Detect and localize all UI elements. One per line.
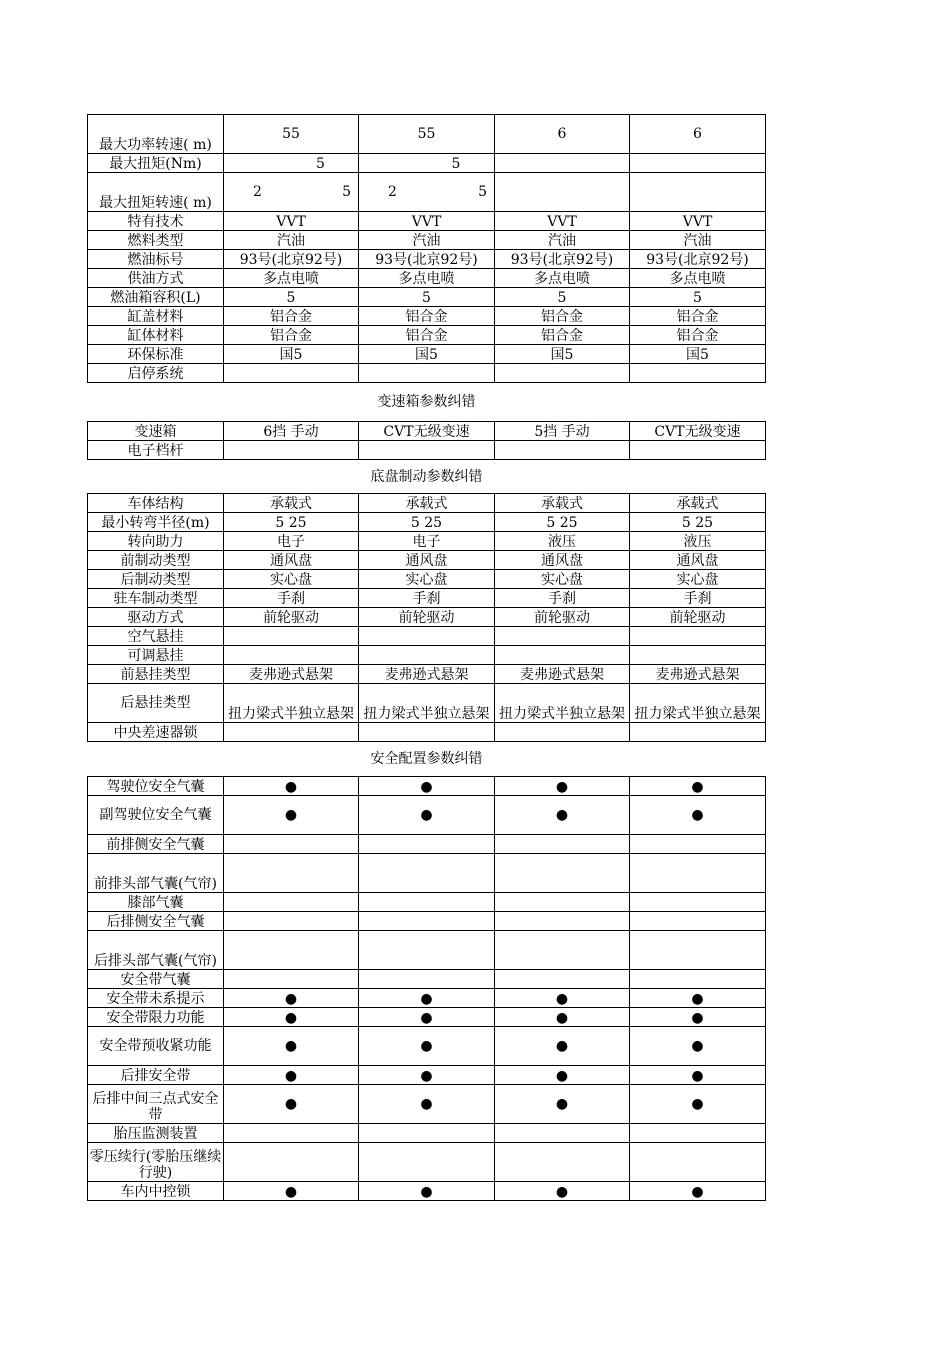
- table-cell: [359, 893, 495, 912]
- table-cell: [630, 627, 766, 646]
- table-cell: [359, 912, 495, 931]
- table-cell: 汽油: [359, 231, 495, 250]
- table-cell: 6: [495, 115, 630, 154]
- row-label: 驾驶位安全气囊: [88, 777, 224, 796]
- row-label: 缸体材料: [88, 326, 224, 345]
- table-row: [88, 250, 766, 269]
- row-label: 安全带气囊: [88, 970, 224, 989]
- feature-dot-icon: ●: [224, 777, 359, 796]
- table-cell: 承载式: [224, 494, 359, 513]
- table-row: [88, 364, 766, 383]
- table-row: [88, 212, 766, 231]
- table-cell: 5 25: [495, 513, 630, 532]
- table-cell: [359, 441, 495, 460]
- table-cell: 麦弗逊式悬架: [359, 665, 495, 684]
- feature-dot-icon: ●: [224, 1066, 359, 1085]
- table-cell: [224, 854, 359, 893]
- split-value: [360, 184, 493, 200]
- table-cell: [495, 627, 630, 646]
- table-row: [88, 723, 766, 742]
- table-cell: 铝合金: [495, 326, 630, 345]
- table-row: [88, 627, 766, 646]
- table-cell: CVT无级变速: [630, 422, 766, 441]
- table-cell: [224, 1143, 359, 1182]
- row-label: 中央差速器锁: [88, 723, 224, 742]
- table-cell: 汽油: [495, 231, 630, 250]
- table-cell: [224, 931, 359, 970]
- table-cell: [495, 154, 630, 173]
- table-cell: 实心盘: [224, 570, 359, 589]
- table-cell: 5挡 手动: [495, 422, 630, 441]
- table-cell: [495, 364, 630, 383]
- table-cell: [224, 627, 359, 646]
- table-cell: [359, 1124, 495, 1143]
- row-label: 前排侧安全气囊: [88, 835, 224, 854]
- table-row: [88, 912, 766, 931]
- table-row: [88, 777, 766, 796]
- table-cell: VVT: [630, 212, 766, 231]
- section-title: 安全配置参数纠错: [88, 742, 766, 777]
- row-label: 供油方式: [88, 269, 224, 288]
- table-cell: 汽油: [630, 231, 766, 250]
- table-cell: [495, 441, 630, 460]
- table-cell: 多点电喷: [224, 269, 359, 288]
- table-cell: 5 25: [359, 513, 495, 532]
- table-row: [88, 173, 766, 212]
- table-cell: [359, 1143, 495, 1182]
- table-row: [88, 1085, 766, 1124]
- row-label: 前悬挂类型: [88, 665, 224, 684]
- table-row: [88, 422, 766, 441]
- table-cell: 前轮驱动: [224, 608, 359, 627]
- table-row: [88, 854, 766, 893]
- table-cell: 国5: [495, 345, 630, 364]
- table-row: [88, 570, 766, 589]
- table-row: [88, 835, 766, 854]
- table-cell: 实心盘: [495, 570, 630, 589]
- table-cell: 液压: [630, 532, 766, 551]
- table-cell: 5: [495, 288, 630, 307]
- table-cell: 汽油: [224, 231, 359, 250]
- table-row: [88, 646, 766, 665]
- table-cell: [630, 835, 766, 854]
- table-cell: [359, 364, 495, 383]
- table-cell: 6挡 手动: [224, 422, 359, 441]
- row-label: 燃料类型: [88, 231, 224, 250]
- table-row: [88, 1182, 766, 1201]
- feature-dot-icon: ●: [495, 777, 630, 796]
- table-cell: [495, 893, 630, 912]
- table-cell: [359, 835, 495, 854]
- row-label: 最小转弯半径(m): [88, 513, 224, 532]
- row-label: 空气悬挂: [88, 627, 224, 646]
- table-cell: 55: [224, 115, 359, 154]
- table-row: [88, 288, 766, 307]
- feature-dot-icon: ●: [224, 1182, 359, 1201]
- feature-dot-icon: ●: [359, 1027, 495, 1066]
- table-cell: [630, 893, 766, 912]
- row-label: 安全带未系提示: [88, 989, 224, 1008]
- section-header-row: [88, 383, 766, 422]
- row-label: 转向助力: [88, 532, 224, 551]
- feature-dot-icon: ●: [630, 1085, 766, 1124]
- row-label: 电子档杆: [88, 441, 224, 460]
- table-cell: [224, 912, 359, 931]
- feature-dot-icon: ●: [359, 1066, 495, 1085]
- feature-dot-icon: ●: [224, 1008, 359, 1027]
- row-label: 燃油标号: [88, 250, 224, 269]
- row-label: 环保标准: [88, 345, 224, 364]
- row-label: 安全带预收紧功能: [88, 1027, 224, 1066]
- table-row: [88, 931, 766, 970]
- table-cell: [495, 1143, 630, 1182]
- feature-dot-icon: ●: [224, 796, 359, 835]
- feature-dot-icon: ●: [630, 1027, 766, 1066]
- table-cell: [630, 1143, 766, 1182]
- table-row: [88, 494, 766, 513]
- table-cell: [630, 154, 766, 173]
- feature-dot-icon: ●: [630, 796, 766, 835]
- row-label: 变速箱: [88, 422, 224, 441]
- table-row: [88, 1066, 766, 1085]
- cell-value-part: 5: [478, 184, 487, 200]
- table-cell: 扭力梁式半独立悬架: [359, 684, 495, 723]
- table-cell: 通风盘: [630, 551, 766, 570]
- feature-dot-icon: ●: [495, 1085, 630, 1124]
- table-cell: 5: [630, 288, 766, 307]
- table-cell: 扭力梁式半独立悬架: [495, 684, 630, 723]
- table-cell: VVT: [495, 212, 630, 231]
- row-label: 膝部气囊: [88, 893, 224, 912]
- table-cell: [630, 854, 766, 893]
- split-value: [225, 184, 357, 200]
- table-cell: 铝合金: [359, 307, 495, 326]
- feature-dot-icon: ●: [359, 796, 495, 835]
- table-cell: 国5: [630, 345, 766, 364]
- table-row: [88, 684, 766, 723]
- row-label: 后排侧安全气囊: [88, 912, 224, 931]
- table-cell: 93号(北京92号): [630, 250, 766, 269]
- feature-dot-icon: ●: [359, 989, 495, 1008]
- table-cell: VVT: [224, 212, 359, 231]
- table-cell: VVT: [359, 212, 495, 231]
- feature-dot-icon: ●: [630, 1182, 766, 1201]
- table-cell: 5: [224, 154, 359, 173]
- row-label: 前制动类型: [88, 551, 224, 570]
- table-cell: [495, 1124, 630, 1143]
- table-cell: [630, 646, 766, 665]
- table-cell: 多点电喷: [630, 269, 766, 288]
- table-cell: [224, 646, 359, 665]
- table-cell: [224, 364, 359, 383]
- row-label: 后制动类型: [88, 570, 224, 589]
- table-cell: 电子: [359, 532, 495, 551]
- table-cell: 国5: [359, 345, 495, 364]
- table-row: [88, 893, 766, 912]
- table-row: [88, 307, 766, 326]
- feature-dot-icon: ●: [359, 777, 495, 796]
- table-cell: [495, 723, 630, 742]
- table-row: [88, 796, 766, 835]
- table-row: [88, 989, 766, 1008]
- table-cell: [630, 931, 766, 970]
- table-cell: 93号(北京92号): [359, 250, 495, 269]
- table-cell: [224, 441, 359, 460]
- table-cell: [224, 835, 359, 854]
- table-cell: 手刹: [224, 589, 359, 608]
- table-cell: 多点电喷: [359, 269, 495, 288]
- table-cell: 通风盘: [359, 551, 495, 570]
- table-row: [88, 665, 766, 684]
- table-cell: [495, 835, 630, 854]
- row-label: 前排头部气囊(气帘): [88, 854, 224, 893]
- table-cell: 前轮驱动: [630, 608, 766, 627]
- cell-value-part: 5: [342, 184, 351, 200]
- feature-dot-icon: ●: [630, 1008, 766, 1027]
- table-cell: [495, 173, 630, 212]
- table-cell: [224, 970, 359, 989]
- table-cell: [495, 931, 630, 970]
- table-cell: 6: [630, 115, 766, 154]
- feature-dot-icon: ●: [224, 989, 359, 1008]
- table-cell: [630, 723, 766, 742]
- row-label: 零压续行(零胎压继续行驶): [88, 1143, 224, 1182]
- row-label: 启停系统: [88, 364, 224, 383]
- table-row: [88, 441, 766, 460]
- spec-table-body: [88, 115, 766, 1201]
- row-label: 后排中间三点式安全带: [88, 1085, 224, 1124]
- table-cell: 前轮驱动: [359, 608, 495, 627]
- table-cell: 通风盘: [224, 551, 359, 570]
- table-cell: 电子: [224, 532, 359, 551]
- row-label: 副驾驶位安全气囊: [88, 796, 224, 835]
- feature-dot-icon: ●: [495, 1008, 630, 1027]
- feature-dot-icon: ●: [630, 989, 766, 1008]
- table-cell: 通风盘: [495, 551, 630, 570]
- table-row: [88, 589, 766, 608]
- table-cell: [224, 893, 359, 912]
- table-cell: [495, 646, 630, 665]
- table-cell: 液压: [495, 532, 630, 551]
- table-cell: 承载式: [495, 494, 630, 513]
- table-cell: 手刹: [359, 589, 495, 608]
- table-cell: 5 25: [630, 513, 766, 532]
- row-label: 后悬挂类型: [88, 684, 224, 723]
- table-cell: 铝合金: [224, 307, 359, 326]
- feature-dot-icon: ●: [495, 1066, 630, 1085]
- table-row: [88, 532, 766, 551]
- table-cell: [224, 173, 359, 212]
- feature-dot-icon: ●: [359, 1085, 495, 1124]
- row-label: 可调悬挂: [88, 646, 224, 665]
- table-cell: [630, 364, 766, 383]
- cell-value-part: 2: [253, 184, 262, 200]
- feature-dot-icon: ●: [359, 1182, 495, 1201]
- table-cell: 铝合金: [359, 326, 495, 345]
- table-cell: [630, 970, 766, 989]
- feature-dot-icon: ●: [224, 1085, 359, 1124]
- feature-dot-icon: ●: [224, 1027, 359, 1066]
- table-cell: 手刹: [495, 589, 630, 608]
- table-cell: [630, 1124, 766, 1143]
- table-row: [88, 326, 766, 345]
- table-row: [88, 1008, 766, 1027]
- table-cell: [630, 441, 766, 460]
- table-cell: [359, 646, 495, 665]
- table-cell: 麦弗逊式悬架: [224, 665, 359, 684]
- row-label: 最大扭矩转速( m): [88, 173, 224, 212]
- row-label: 车体结构: [88, 494, 224, 513]
- table-cell: 铝合金: [224, 326, 359, 345]
- table-cell: [630, 912, 766, 931]
- feature-dot-icon: ●: [630, 777, 766, 796]
- section-header-row: [88, 742, 766, 777]
- section-header-row: [88, 460, 766, 494]
- table-cell: 多点电喷: [495, 269, 630, 288]
- row-label: 车内中控锁: [88, 1182, 224, 1201]
- row-label: 缸盖材料: [88, 307, 224, 326]
- table-cell: 55: [359, 115, 495, 154]
- table-cell: [359, 173, 495, 212]
- row-label: 驻车制动类型: [88, 589, 224, 608]
- row-label: 燃油箱容积(L): [88, 288, 224, 307]
- table-row: [88, 970, 766, 989]
- table-row: [88, 115, 766, 154]
- table-cell: 93号(北京92号): [495, 250, 630, 269]
- row-label: 最大扭矩(Nm): [88, 154, 224, 173]
- table-cell: [359, 627, 495, 646]
- row-label: 后排安全带: [88, 1066, 224, 1085]
- table-row: [88, 345, 766, 364]
- cell-value-part: 2: [388, 184, 397, 200]
- table-row: [88, 513, 766, 532]
- table-cell: 5: [224, 288, 359, 307]
- table-cell: 5: [359, 154, 495, 173]
- section-title: 底盘制动参数纠错: [88, 460, 766, 494]
- table-cell: 前轮驱动: [495, 608, 630, 627]
- table-row: [88, 154, 766, 173]
- table-row: [88, 269, 766, 288]
- row-label: 安全带限力功能: [88, 1008, 224, 1027]
- table-cell: [359, 854, 495, 893]
- table-cell: [359, 931, 495, 970]
- table-cell: 承载式: [630, 494, 766, 513]
- table-cell: [224, 1124, 359, 1143]
- table-cell: 实心盘: [630, 570, 766, 589]
- table-cell: [495, 912, 630, 931]
- table-cell: [630, 173, 766, 212]
- table-cell: 麦弗逊式悬架: [630, 665, 766, 684]
- table-cell: 铝合金: [630, 326, 766, 345]
- feature-dot-icon: ●: [495, 1182, 630, 1201]
- row-label: 特有技术: [88, 212, 224, 231]
- table-cell: [359, 970, 495, 989]
- table-cell: 5: [359, 288, 495, 307]
- table-row: [88, 551, 766, 570]
- table-cell: 5 25: [224, 513, 359, 532]
- table-row: [88, 1124, 766, 1143]
- table-row: [88, 608, 766, 627]
- table-cell: 铝合金: [630, 307, 766, 326]
- table-cell: 手刹: [630, 589, 766, 608]
- table-cell: 扭力梁式半独立悬架: [224, 684, 359, 723]
- table-cell: 扭力梁式半独立悬架: [630, 684, 766, 723]
- feature-dot-icon: ●: [359, 1008, 495, 1027]
- table-cell: 铝合金: [495, 307, 630, 326]
- table-cell: [359, 723, 495, 742]
- feature-dot-icon: ●: [495, 989, 630, 1008]
- table-row: [88, 231, 766, 250]
- table-row: [88, 1143, 766, 1182]
- feature-dot-icon: ●: [495, 1027, 630, 1066]
- table-cell: [495, 970, 630, 989]
- table-row: [88, 1027, 766, 1066]
- table-cell: [495, 854, 630, 893]
- table-cell: [224, 723, 359, 742]
- row-label: 最大功率转速( m): [88, 115, 224, 154]
- feature-dot-icon: ●: [495, 796, 630, 835]
- section-title: 变速箱参数纠错: [88, 383, 766, 422]
- row-label: 胎压监测装置: [88, 1124, 224, 1143]
- spec-table: [87, 114, 766, 1201]
- table-cell: CVT无级变速: [359, 422, 495, 441]
- row-label: 后排头部气囊(气帘): [88, 931, 224, 970]
- row-label: 驱动方式: [88, 608, 224, 627]
- table-cell: 实心盘: [359, 570, 495, 589]
- feature-dot-icon: ●: [630, 1066, 766, 1085]
- table-cell: 93号(北京92号): [224, 250, 359, 269]
- table-cell: 承载式: [359, 494, 495, 513]
- table-cell: 麦弗逊式悬架: [495, 665, 630, 684]
- table-cell: 国5: [224, 345, 359, 364]
